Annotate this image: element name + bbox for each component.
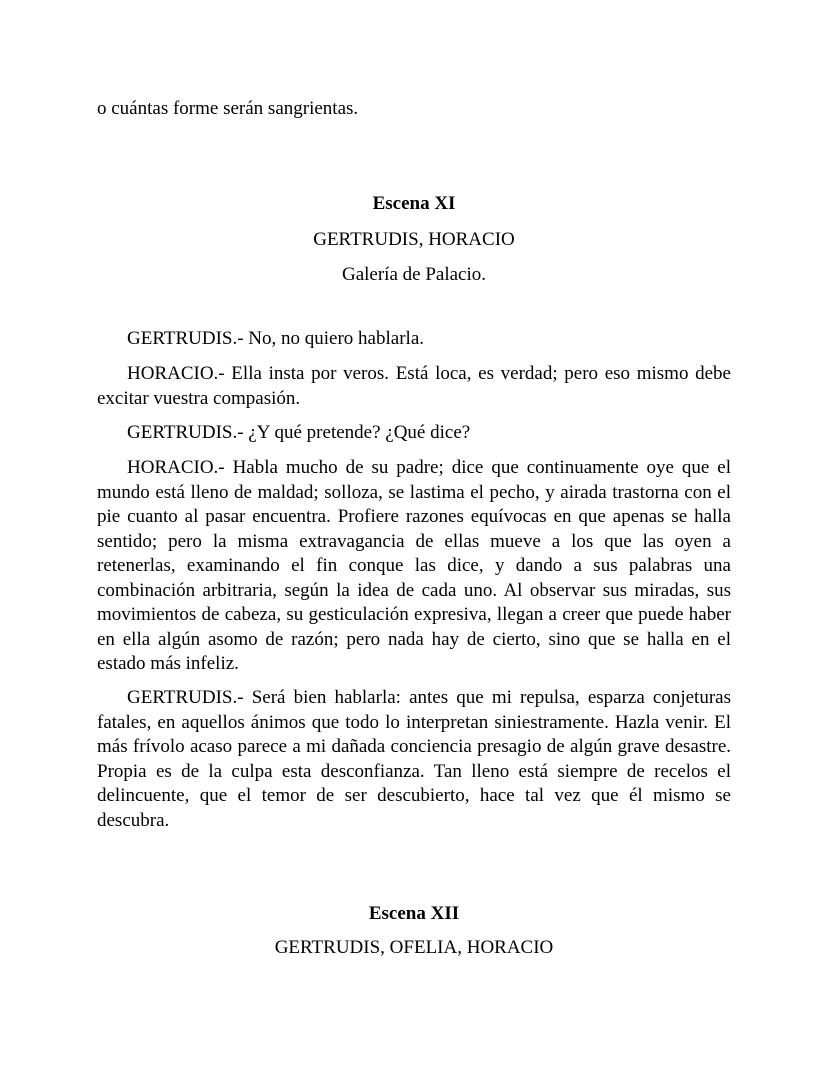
scene-11-title: Escena XI bbox=[372, 193, 456, 214]
scene-11-setting: Galería de Palacio. bbox=[341, 264, 486, 285]
dialogue-paragraph-2: HORACIO.- Ella insta por veros. Está loca, es verdad; pero eso mismo debe excitar vuestra compasión. bbox=[97, 363, 731, 409]
dialogue-paragraph-3: GERTRUDIS.- ¿Y qué pretende? ¿Qué dice? bbox=[127, 422, 471, 443]
dialogue-paragraph-5: GERTRUDIS.- Será bien hablarla: antes que mi repulsa, esparza conjeturas fatales, en aquellos ánimos que todo lo interpretan siniestramente. Hazla venir. El más frívolo acaso parece a mi dañada conciencia presagio de algún grave desastre. Propia es de la culpa esta desconfianza. Tan lleno está siempre de recelos el delincuente, que el temor de ser descubierto, hace tal vez que él mismo se descubra. bbox=[97, 687, 731, 831]
scene-12-characters: GERTRUDIS, OFELIA, HORACIO bbox=[274, 937, 554, 958]
continuation-line: o cuántas forme serán sangrientas. bbox=[97, 98, 359, 119]
scene-12-title: Escena XII bbox=[368, 903, 460, 924]
dialogue-paragraph-4: HORACIO.- Habla mucho de su padre; dice que continuamente oye que el mundo está lleno de maldad; solloza, se lastima el pecho, y airada trastorna con el pie cuanto al pasar encuentra. Profiere razones equívocas en que apenas se halla sentido; pero la misma extravagancia de ellas mueve a los que las oyen a retenerlas, examinando el fin conque las dice, y dando a sus palabras una combinación arbitraria, según la idea de cada uno. Al observar sus miradas, sus movimientos de cabeza, su gesticulación expresiva, llegan a creer que puede haber en ella algún asomo de razón; pero nada hay de cierto, sino que se halla en el estado más infeliz. bbox=[97, 457, 731, 674]
dialogue-paragraph-1: GERTRUDIS.- No, no quiero hablarla. bbox=[127, 328, 424, 349]
scene-11-characters: GERTRUDIS, HORACIO bbox=[313, 229, 515, 250]
